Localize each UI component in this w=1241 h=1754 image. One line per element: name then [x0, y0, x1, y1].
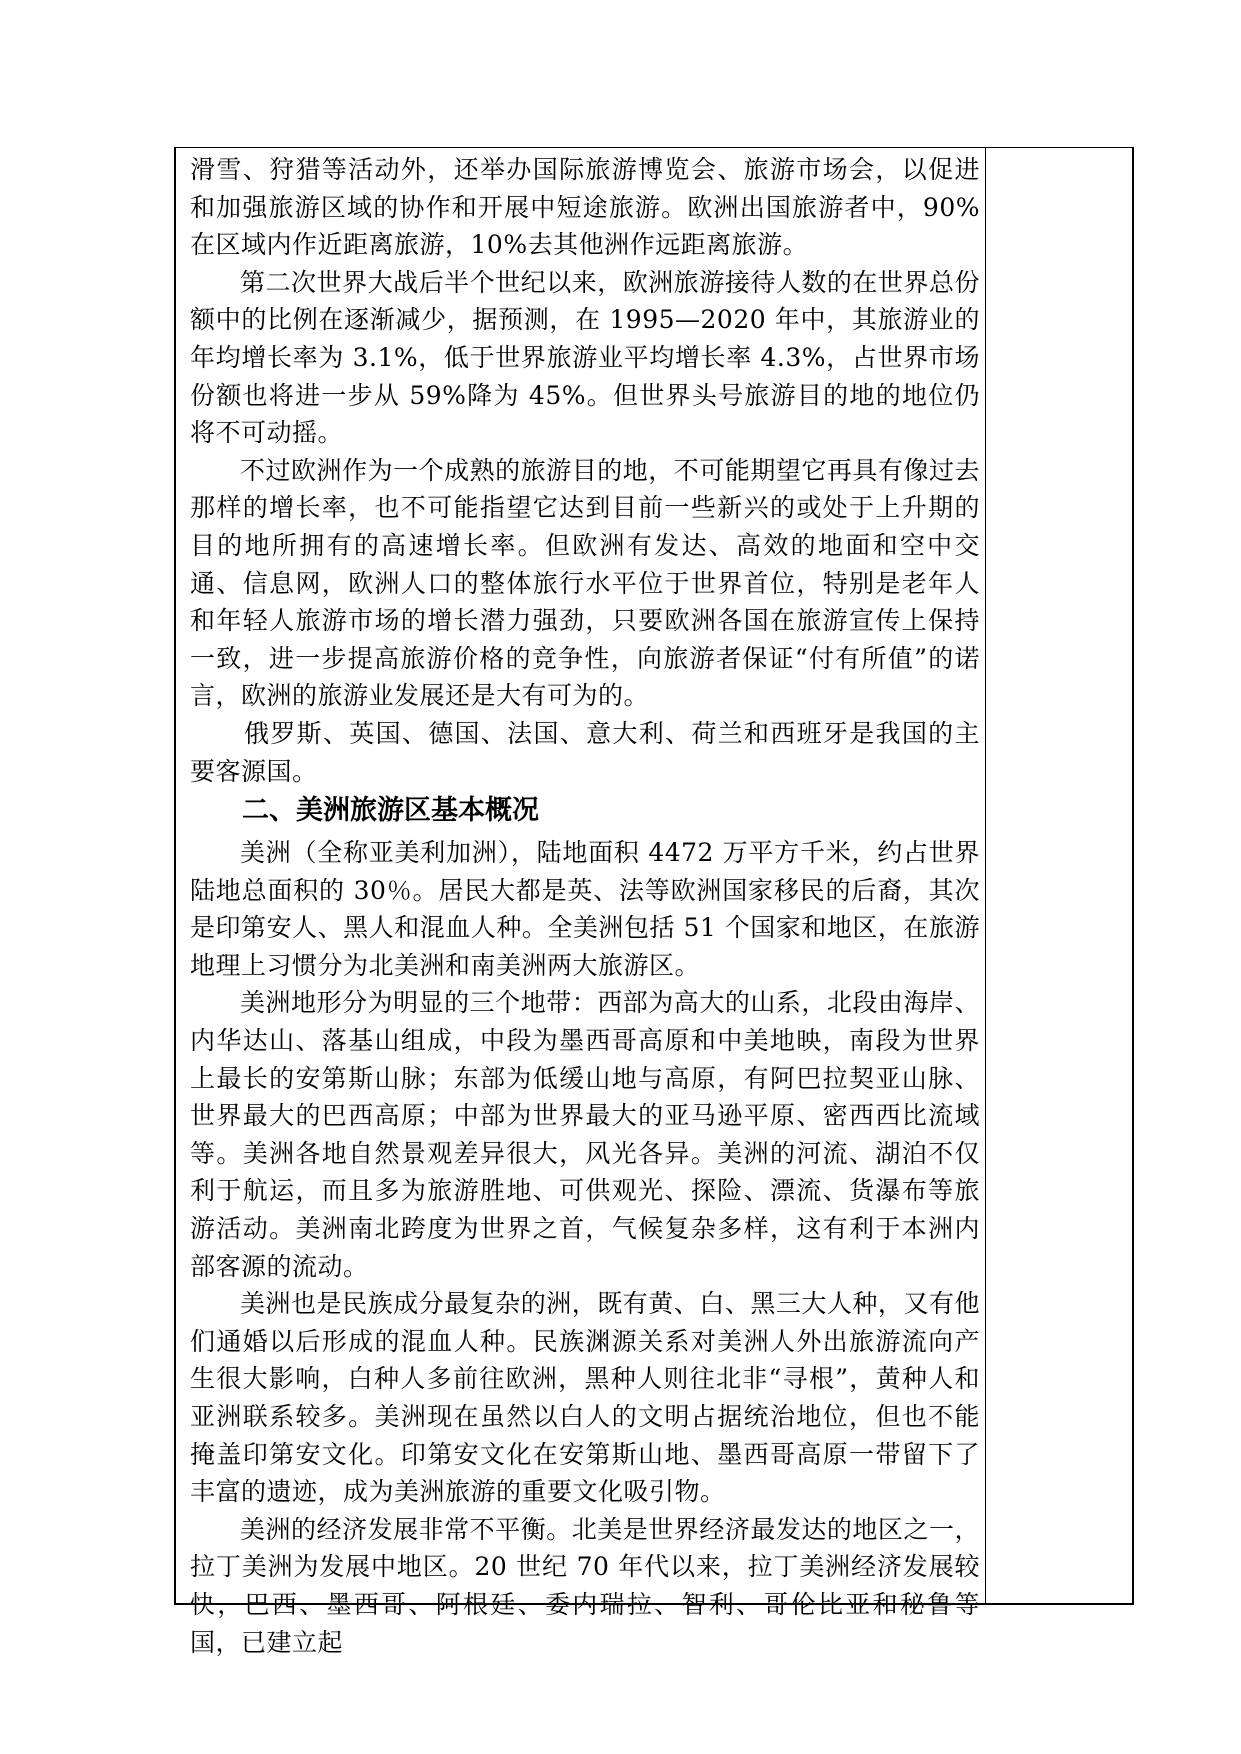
- paragraph-europe-outlook: 不过欧洲作为一个成熟的旅游目的地，不可能期望它再具有像过去那样的增长率，也不可能指望它达到目前一些新兴的或处于上升期的目的地所拥有的高速增长率。但欧洲有发达、高效的地面和空中交通、信息网，欧洲人口的整体旅行水平位于世界首位，特别是老年人和年轻人旅游市场的增长潜力强劲，只要欧洲各国在旅游宣传上保持一致，进一步提高旅游价格的竞争性，向旅游者保证“付有所值”的诺言，欧洲的旅游业发展还是大有可为的。: [190, 455, 980, 711]
- document-table: [174, 147, 1134, 1657]
- paragraph-continuation: 滑雪、狩猎等活动外，还举办国际旅游博览会、旅游市场会，以促进和加强旅游区域的协作和开展中短途旅游。欧洲出国旅游者中，90%在区域内作近距离旅游，10%去其他洲作远距离旅游。: [190, 155, 980, 260]
- paragraph-americas-economy: 美洲的经济发展非常不平衡。北美是世界经济最发达的地区之一，拉丁美洲为发展中地区。20 世纪 70 年代以来，拉丁美洲经济发展较快，巴西、墨西哥、阿根廷、委内瑞拉、智利、哥伦比亚和秘鲁等国，已建立起: [190, 1514, 980, 1657]
- paragraph-americas-ethnicity: 美洲也是民族成分最复杂的洲，既有黄、白、黑三大人种，又有他们通婚以后形成的混血人种。民族渊源关系对美洲人外出旅游流向产生很大影响，白种人多前往欧洲，黑种人则往北非“寻根”，黄种人和亚洲联系较多。美洲现在虽然以白人的文明占据统治地位，但也不能掩盖印第安文化。印第安文化在安第斯山地、墨西哥高原一带留下了丰富的遗迹，成为美洲旅游的重要文化吸引物。: [190, 1289, 980, 1507]
- table-column-divider: [985, 148, 986, 1603]
- content-cell: [190, 151, 980, 1661]
- paragraph-europe-share: 第二次世界大战后半个世纪以来，欧洲旅游接待人数的在世界总份额中的比例在逐渐减少，据预测，在 1995—2020 年中，其旅游业的年均增长率为 3.1%，低于世界旅游业平均增长率 4.3%，占世界市场份额也将进一步从 59%降为 45%。但世界头号旅游目的地的地位仍将不可动摇。: [190, 267, 980, 448]
- paragraph-americas-terrain: 美洲地形分为明显的三个地带：西部为高大的山系，北段由海岸、内华达山、落基山组成，中段为墨西哥高原和中美地映，南段为世界上最长的安第斯山脉；东部为低缓山地与高原，有阿巴拉契亚山脉、世界最大的巴西高原；中部为世界最大的亚马逊平原、密西西比流域等。美洲各地自然景观差异很大，风光各异。美洲的河流、湖泊不仅利于航运，而且多为旅游胜地、可供观光、探险、漂流、货瀑布等旅游活动。美洲南北跨度为世界之首，气候复杂多样，这有利于本洲内部客源的流动。: [190, 988, 980, 1281]
- section-heading: 二、美洲旅游区基本概况: [242, 795, 539, 827]
- paragraph-source-countries: 俄罗斯、英国、德国、法国、意大利、荷兰和西班牙是我国的主要客源国。: [190, 718, 980, 786]
- paragraph-americas-overview: 美洲（全称亚美利加洲），陆地面积 4472 万平方千米，约占世界陆地总面积的 30％。居民大都是英、法等欧洲国家移民的后裔，其次是印第安人、黑人和混血人种。全美洲包括 51 个国家和地区，在旅游地理上习惯分为北美洲和南美洲两大旅游区。: [190, 838, 980, 980]
